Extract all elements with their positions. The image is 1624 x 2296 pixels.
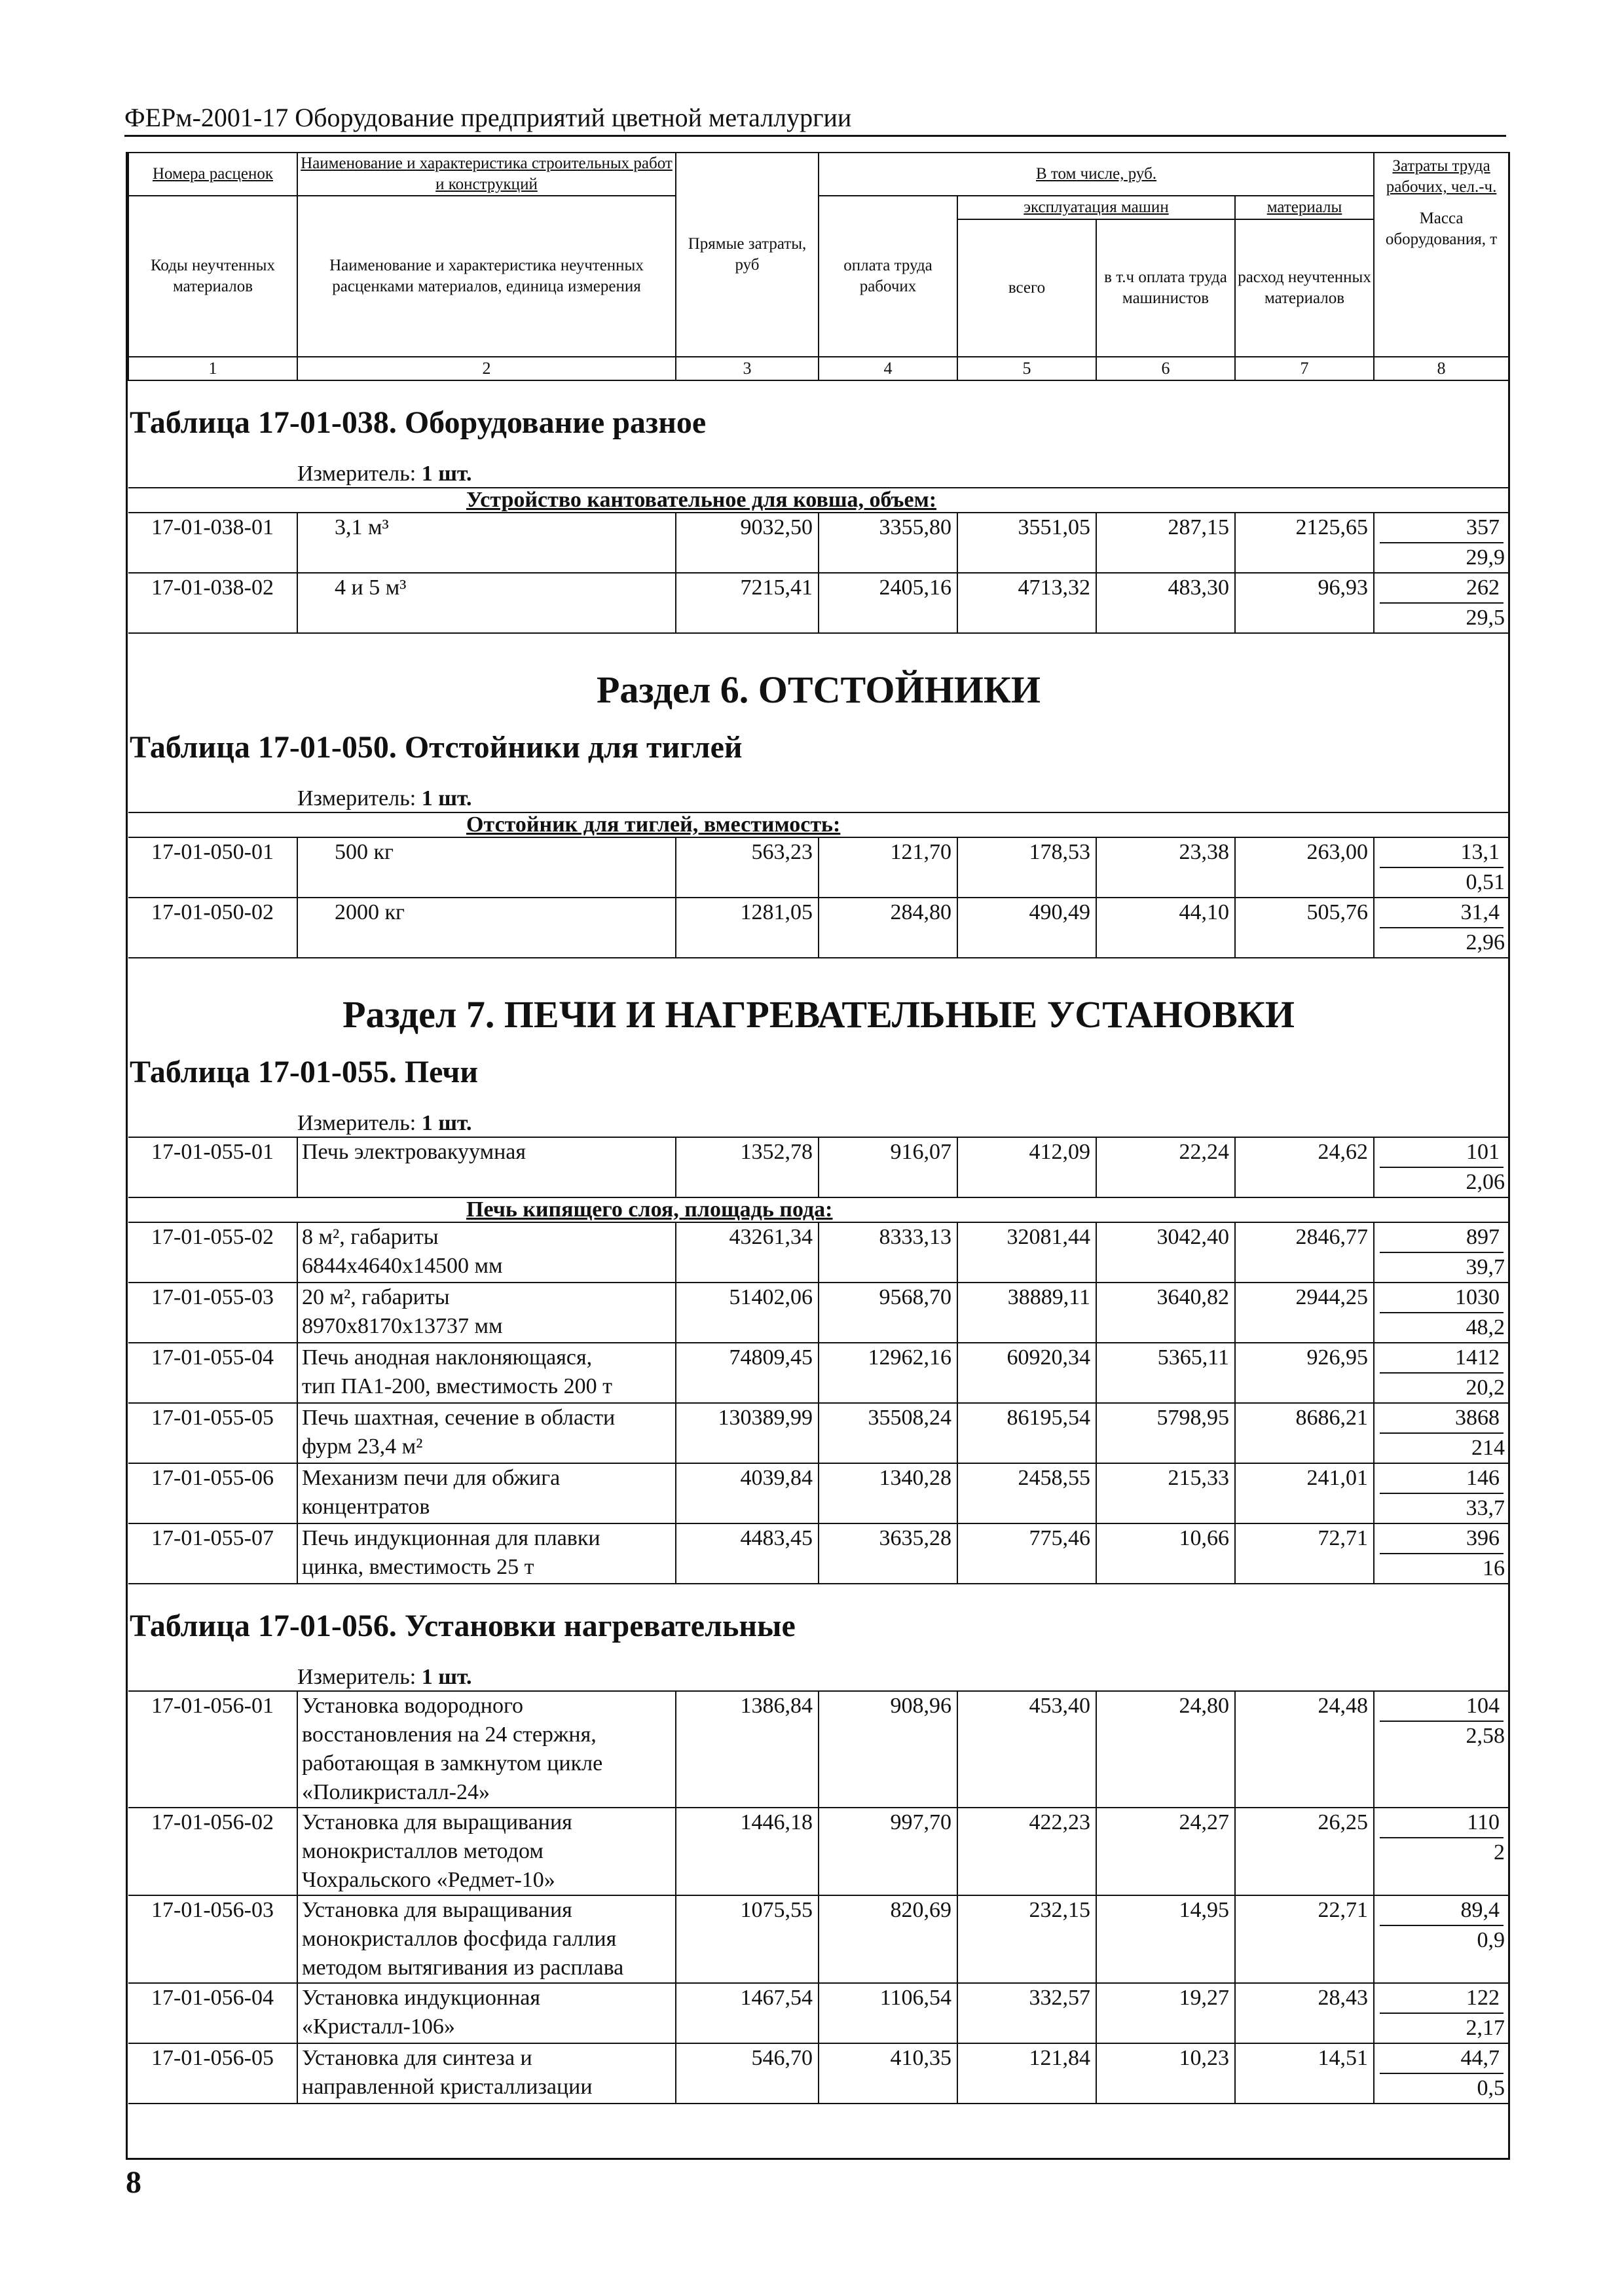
- labor-hours: 101: [1380, 1138, 1504, 1168]
- materials-cost: 505,76: [1235, 898, 1374, 958]
- materials-cost: 263,00: [1235, 837, 1374, 898]
- rate-code: 17-01-055-07: [128, 1523, 297, 1584]
- labor-hours: 31,4: [1380, 898, 1504, 928]
- labor-hours: 897: [1380, 1223, 1504, 1253]
- labor-hours: 89,4: [1380, 1896, 1504, 1926]
- rate-name-line: Печь индукционная для плавки: [302, 1526, 600, 1550]
- rate-name-line: Установка индукционная: [302, 1986, 541, 2010]
- machines-total: 121,84: [957, 2043, 1096, 2104]
- page-header: ФЕРм-2001-17 Оборудование предприятий цветной металлургии: [124, 103, 1506, 137]
- header-materials: материалы: [1235, 196, 1374, 219]
- equipment-mass: 2,96: [1466, 930, 1505, 955]
- equipment-mass: 2,58: [1466, 1724, 1505, 1748]
- rate-name-line: 8970x8170x13737 мм: [302, 1314, 503, 1338]
- table-row: [128, 513, 1509, 573]
- machinist-pay: 23,38: [1096, 837, 1235, 898]
- rate-code: 17-01-056-01: [128, 1691, 297, 1808]
- machines-total: 178,53: [957, 837, 1096, 898]
- machines-total: 86195,54: [957, 1403, 1096, 1463]
- equipment-mass: 0,9: [1477, 1928, 1505, 1952]
- col-number-6: 6: [1096, 357, 1235, 380]
- table-row: [128, 573, 1509, 633]
- machinist-pay: 24,80: [1096, 1691, 1235, 1808]
- materials-cost: 72,71: [1235, 1523, 1374, 1584]
- equipment-mass: 39,7: [1466, 1255, 1505, 1279]
- rate-name: [297, 1523, 676, 1584]
- labor-pay: 12962,16: [819, 1343, 957, 1403]
- rate-name-line: Установка для выращивания: [302, 1810, 572, 1834]
- rate-name-line: Установка для синтеза и: [302, 2046, 532, 2070]
- table-row: [128, 1983, 1509, 2043]
- equipment-mass: 16: [1483, 1556, 1505, 1580]
- header-including: В том числе, руб.: [819, 153, 1374, 196]
- group-label-055: Печь кипящего слоя, площадь пода:: [297, 1197, 1509, 1222]
- labor-hours: 122: [1380, 1984, 1504, 2014]
- header-labor-hours: Затраты труда рабочих, чел.-ч.: [1386, 157, 1497, 196]
- table-row: [128, 898, 1509, 958]
- rate-name-line: «Поликристалл-24»: [302, 1780, 490, 1804]
- header-material-codes: Коды неучтенных материалов: [128, 196, 297, 357]
- direct-cost: 4039,84: [676, 1463, 819, 1523]
- header-material-usage: расход неучтенных материалов: [1235, 219, 1374, 357]
- table-title-050: Таблица 17-01-050. Отстойники для тиглей: [130, 730, 743, 765]
- measure-value: 1 шт.: [421, 786, 472, 811]
- col-number-3: 3: [676, 357, 819, 380]
- direct-cost: 51402,06: [676, 1283, 819, 1343]
- equipment-mass: 0,51: [1466, 870, 1505, 894]
- page-number: 8: [126, 2165, 141, 2200]
- rate-name: [297, 1895, 676, 1983]
- materials-cost: 28,43: [1235, 1983, 1374, 2043]
- materials-cost: 8686,21: [1235, 1403, 1374, 1463]
- rate-code: 17-01-050-01: [128, 837, 297, 898]
- measure-label: Измеритель:: [297, 1111, 416, 1135]
- labor-hours: 13,1: [1380, 838, 1504, 868]
- table-row: [128, 1808, 1509, 1895]
- header-work-name: Наименование и характеристика строительных работ и конструкций: [297, 153, 676, 196]
- rate-code: 17-01-055-02: [128, 1222, 297, 1283]
- measure-038: [128, 441, 1509, 488]
- rate-name-line: Установка для выращивания: [302, 1898, 572, 1922]
- rate-code: 17-01-050-02: [128, 898, 297, 958]
- materials-cost: 96,93: [1235, 573, 1374, 633]
- rate-name: 3,1 м³: [297, 513, 676, 573]
- section-title-6: Раздел 6. ОТСТОЙНИКИ: [597, 668, 1041, 711]
- equipment-mass: 2,17: [1466, 2016, 1505, 2040]
- rate-name-line: 20 м², габариты: [302, 1285, 450, 1309]
- rate-name-line: тип ПА1-200, вместимость 200 т: [302, 1374, 612, 1398]
- rate-code: 17-01-056-03: [128, 1895, 297, 1983]
- col-number-5: 5: [957, 357, 1096, 380]
- labor-hours: 262: [1380, 574, 1504, 604]
- machines-total: 775,46: [957, 1523, 1096, 1584]
- rate-name: 2000 кг: [297, 898, 676, 958]
- rate-name-line: монокристаллов фосфида галлия: [302, 1927, 617, 1951]
- section-title-7: Раздел 7. ПЕЧИ И НАГРЕВАТЕЛЬНЫЕ УСТАНОВКИ: [342, 993, 1295, 1036]
- machinist-pay: 5798,95: [1096, 1403, 1235, 1463]
- machinist-pay: 10,23: [1096, 2043, 1235, 2104]
- table-row: [128, 1137, 1509, 1197]
- measure-055: [128, 1091, 1509, 1137]
- direct-cost: 74809,45: [676, 1343, 819, 1403]
- materials-cost: 2944,25: [1235, 1283, 1374, 1343]
- machines-total: 232,15: [957, 1895, 1096, 1983]
- rate-name-line: фурм 23,4 м²: [302, 1434, 423, 1459]
- rate-name: [297, 1343, 676, 1403]
- labor-pay: 9568,70: [819, 1283, 957, 1343]
- materials-cost: 24,48: [1235, 1691, 1374, 1808]
- rate-name: [297, 1283, 676, 1343]
- rate-name-line: Установка водородного: [302, 1694, 524, 1718]
- labor-hours: 3868: [1380, 1404, 1504, 1434]
- table-row: [128, 1895, 1509, 1983]
- materials-cost: 24,62: [1235, 1137, 1374, 1197]
- materials-cost: 2846,77: [1235, 1222, 1374, 1283]
- labor-pay: 916,07: [819, 1137, 957, 1197]
- machinist-pay: 3042,40: [1096, 1222, 1235, 1283]
- direct-cost: 563,23: [676, 837, 819, 898]
- equipment-mass: 29,5: [1466, 606, 1505, 630]
- equipment-mass: 0,5: [1477, 2076, 1505, 2100]
- rate-name-line: Печь анодная наклоняющаяся,: [302, 1345, 593, 1370]
- machinist-pay: 215,33: [1096, 1463, 1235, 1523]
- labor-pay: 997,70: [819, 1808, 957, 1895]
- machines-total: 412,09: [957, 1137, 1096, 1197]
- header-equipment-mass: Масса оборудования, т: [1385, 210, 1498, 248]
- rate-code: 17-01-038-02: [128, 573, 297, 633]
- rate-name-line: направленной кристаллизации: [302, 2075, 593, 2099]
- labor-pay: 1106,54: [819, 1983, 957, 2043]
- rate-name-line: концентратов: [302, 1495, 430, 1519]
- labor-pay: 284,80: [819, 898, 957, 958]
- table-row: [128, 1523, 1509, 1584]
- machines-total: 490,49: [957, 898, 1096, 958]
- header-direct-costs: Прямые затраты, руб: [676, 153, 819, 357]
- machinist-pay: 483,30: [1096, 573, 1235, 633]
- rate-name-line: 8 м², габариты: [302, 1225, 439, 1249]
- measure-label: Измеритель:: [297, 462, 416, 486]
- rate-code: 17-01-055-03: [128, 1283, 297, 1343]
- direct-cost: 4483,45: [676, 1523, 819, 1584]
- col-number-2: 2: [297, 357, 676, 380]
- rate-code: 17-01-055-04: [128, 1343, 297, 1403]
- rate-code: 17-01-038-01: [128, 513, 297, 573]
- labor-pay: 35508,24: [819, 1403, 957, 1463]
- measure-050: [128, 766, 1509, 812]
- labor-hours: 1412: [1380, 1343, 1504, 1374]
- header-machines: эксплуатация машин: [957, 196, 1235, 219]
- measure-label: Измеритель:: [297, 786, 416, 811]
- rate-name-line: Печь шахтная, сечение в области: [302, 1406, 616, 1430]
- rate-code: 17-01-055-01: [128, 1137, 297, 1197]
- labor-pay: 908,96: [819, 1691, 957, 1808]
- rate-name: 500 кг: [297, 837, 676, 898]
- rate-name-line: Чохральского «Редмет-10»: [302, 1868, 555, 1892]
- rate-name: [297, 1222, 676, 1283]
- table-row: [128, 1691, 1509, 1808]
- materials-cost: 2125,65: [1235, 513, 1374, 573]
- measure-056: [128, 1645, 1509, 1691]
- equipment-mass: 2: [1494, 1840, 1505, 1865]
- rate-code: 17-01-055-05: [128, 1403, 297, 1463]
- measure-value: 1 шт.: [421, 1665, 472, 1689]
- direct-cost: 9032,50: [676, 513, 819, 573]
- machinist-pay: 24,27: [1096, 1808, 1235, 1895]
- labor-hours: 146: [1380, 1464, 1504, 1494]
- direct-cost: 1386,84: [676, 1691, 819, 1808]
- materials-cost: 926,95: [1235, 1343, 1374, 1403]
- rate-code: 17-01-056-05: [128, 2043, 297, 2104]
- rate-name-line: монокристаллов методом: [302, 1839, 544, 1863]
- machines-total: 38889,11: [957, 1283, 1096, 1343]
- labor-pay: 2405,16: [819, 573, 957, 633]
- measure-value: 1 шт.: [421, 1111, 472, 1135]
- machines-total: 332,57: [957, 1983, 1096, 2043]
- machines-total: 32081,44: [957, 1222, 1096, 1283]
- labor-pay: 121,70: [819, 837, 957, 898]
- rate-name: Печь электровакуумная: [297, 1137, 676, 1197]
- equipment-mass: 29,9: [1466, 545, 1505, 570]
- equipment-mass: 33,7: [1466, 1496, 1505, 1520]
- machinist-pay: 14,95: [1096, 1895, 1235, 1983]
- direct-cost: 130389,99: [676, 1403, 819, 1463]
- direct-cost: 1281,05: [676, 898, 819, 958]
- equipment-mass: 2,06: [1466, 1170, 1505, 1194]
- header-material-name: Наименование и характеристика неучтенных расценками материалов, единица измерения: [297, 196, 676, 357]
- table-row: [128, 837, 1509, 898]
- measure-label: Измеритель:: [297, 1665, 416, 1689]
- machines-total: 3551,05: [957, 513, 1096, 573]
- labor-pay: 410,35: [819, 2043, 957, 2104]
- table-row: [128, 1343, 1509, 1403]
- rate-name-line: «Кристалл-106»: [302, 2014, 455, 2039]
- direct-cost: 1075,55: [676, 1895, 819, 1983]
- materials-cost: 22,71: [1235, 1895, 1374, 1983]
- rate-name: [297, 1463, 676, 1523]
- table-header: [128, 153, 1509, 380]
- equipment-mass: 20,2: [1466, 1376, 1505, 1400]
- materials-cost: 241,01: [1235, 1463, 1374, 1523]
- labor-pay: 8333,13: [819, 1222, 957, 1283]
- labor-pay: 3635,28: [819, 1523, 957, 1584]
- rate-name: [297, 1403, 676, 1463]
- rate-name-line: методом вытягивания из расплава: [302, 1956, 624, 1980]
- machines-total: 60920,34: [957, 1343, 1096, 1403]
- measure-value: 1 шт.: [421, 462, 472, 486]
- table-row: [128, 2043, 1509, 2104]
- header-machines-total: всего: [957, 219, 1096, 357]
- direct-cost: 7215,41: [676, 573, 819, 633]
- equipment-mass: 214: [1471, 1436, 1505, 1460]
- rate-name-line: Механизм печи для обжига: [302, 1466, 561, 1490]
- table-row: [128, 1222, 1509, 1283]
- header-machinist-pay: в т.ч оплата труда машинистов: [1096, 219, 1235, 357]
- machinist-pay: 287,15: [1096, 513, 1235, 573]
- machinist-pay: 10,66: [1096, 1523, 1235, 1584]
- labor-hours: 357: [1380, 513, 1504, 543]
- machinist-pay: 19,27: [1096, 1983, 1235, 2043]
- col-number-1: 1: [128, 357, 297, 380]
- rate-name: [297, 1983, 676, 2043]
- labor-pay: 3355,80: [819, 513, 957, 573]
- machines-total: 453,40: [957, 1691, 1096, 1808]
- labor-pay: 1340,28: [819, 1463, 957, 1523]
- table-row: [128, 1283, 1509, 1343]
- machinist-pay: 44,10: [1096, 898, 1235, 958]
- rates-table: [128, 152, 1509, 2104]
- rate-name: 4 и 5 м³: [297, 573, 676, 633]
- machinist-pay: 3640,82: [1096, 1283, 1235, 1343]
- table-row: [128, 1463, 1509, 1523]
- rate-code: 17-01-056-04: [128, 1983, 297, 2043]
- table-title-055: Таблица 17-01-055. Печи: [130, 1055, 479, 1089]
- machinist-pay: 5365,11: [1096, 1343, 1235, 1403]
- labor-pay: 820,69: [819, 1895, 957, 1983]
- materials-cost: 14,51: [1235, 2043, 1374, 2104]
- rate-name: [297, 1691, 676, 1808]
- direct-cost: 1446,18: [676, 1808, 819, 1895]
- machines-total: 422,23: [957, 1808, 1096, 1895]
- labor-hours: 44,7: [1380, 2044, 1504, 2074]
- rate-code: 17-01-055-06: [128, 1463, 297, 1523]
- rate-name-line: работающая в замкнутом цикле: [302, 1751, 603, 1776]
- machines-total: 4713,32: [957, 573, 1096, 633]
- group-label-050: Отстойник для тиглей, вместимость:: [297, 812, 1509, 837]
- machines-total: 2458,55: [957, 1463, 1096, 1523]
- col-number-7: 7: [1235, 357, 1374, 380]
- labor-hours: 1030: [1380, 1283, 1504, 1313]
- materials-cost: 26,25: [1235, 1808, 1374, 1895]
- direct-cost: 43261,34: [676, 1222, 819, 1283]
- rate-name-line: цинка, вместимость 25 т: [302, 1555, 534, 1579]
- equipment-mass: 48,2: [1466, 1315, 1505, 1339]
- labor-hours: 396: [1380, 1524, 1504, 1554]
- rate-name-line: 6844x4640x14500 мм: [302, 1254, 503, 1278]
- labor-hours: 110: [1380, 1808, 1504, 1838]
- table-row: [128, 1403, 1509, 1463]
- labor-hours: 104: [1380, 1692, 1504, 1722]
- direct-cost: 1352,78: [676, 1137, 819, 1197]
- rate-name: [297, 2043, 676, 2104]
- table-title-056: Таблица 17-01-056. Установки нагревательные: [130, 1609, 796, 1643]
- rate-name: [297, 1808, 676, 1895]
- header-labor-mass: [1374, 153, 1509, 357]
- header-rate-numbers: Номера расценок: [128, 153, 297, 196]
- header-labor-pay: оплата труда рабочих: [819, 196, 957, 357]
- direct-cost: 1467,54: [676, 1983, 819, 2043]
- col-number-4: 4: [819, 357, 957, 380]
- col-number-8: 8: [1374, 357, 1509, 380]
- rate-code: 17-01-056-02: [128, 1808, 297, 1895]
- direct-cost: 546,70: [676, 2043, 819, 2104]
- machinist-pay: 22,24: [1096, 1137, 1235, 1197]
- group-label-038: Устройство кантовательное для ковша, объем:: [297, 488, 1509, 513]
- rate-name-line: восстановления на 24 стержня,: [302, 1722, 597, 1747]
- table-title-038: Таблица 17-01-038. Оборудование разное: [130, 405, 707, 440]
- rates-sheet: [126, 152, 1510, 2160]
